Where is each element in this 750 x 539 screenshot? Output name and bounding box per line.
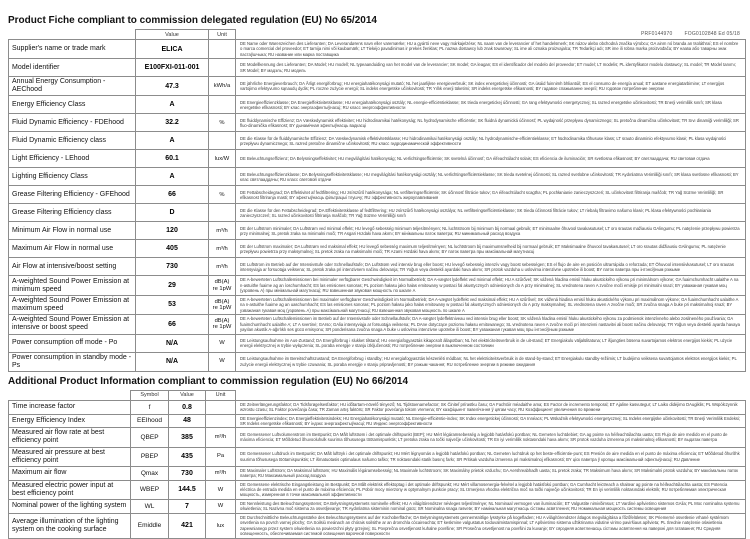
parameter-value-cell: 7	[169, 499, 206, 513]
multilingual-description-cell: DE Beleuchtungseffizienz; DA Belysningseffektivitet; HU megvilágítási hatékonyság; NL verlichtingsefficiëntie; SK svetelná účinnosť; GA éifeachtúlacht solais; ES eficiencia de iluminación; SR svetlosna efikasnost; BY светлааддача; RU световая отдача	[236, 150, 746, 168]
multilingual-description-cell: DE Zeitverlängerungsfaktor; DA Tidsforøgelsesfaktor; HU időtartam-növelő tényező; NL Tijdstoenamefactor; SK Činiteľ prírastku času; GA Fachtóir méadaithe ama; ES Factor de incremento temporal; ET Ajaline kasvutegur; LT Laiko didėjimo DAugiklis; PL Współczynnik wzrostu czasu; SL Faktor povečanja časa; TR Zaman artış faktörü; SR Faktor povećanja tokom vremena; BY каэфіцыент павелічэння ў цягам часу; RU Коэффициент увеличения по времени	[236, 400, 746, 414]
parameter-label-cell: Light Efficiency - LEhood	[9, 150, 136, 168]
parameter-unit-cell: dB(A) re 1pW	[209, 315, 236, 334]
parameter-symbol-cell: QBEP	[131, 428, 169, 447]
multilingual-description-cell: DE Gemessener Luftdruck im Bestpunkt; DA Målt lufttryk i det optimale driftspunkt; HU Mért légnyomás a legjobb hatásfokú pontban; NL Gemeten luchtdruk op het beste-efficiëntie-punt; ES Presión de aire medida en el punto de máxima eficiencia; ET Mõõdetud õhurõhk suurima tõhususega töötamispunktis; LT išmatuotasis optimalaus našumo taško; TR noktasındaki statik basınç farkı; SR Pritisak vazduha izmerena pri maksimalnoj efikasnosti; BY ціск паветра ў кропцы максімальнай эфектыўнасці; RU Давление	[236, 447, 746, 466]
multilingual-description-cell: DE Leistungsaufnahme im Aus-Zustand; DA Energiforbrug i slukket tilstand; HU energiafogyasztás kikapcsolt állapotban; NL het elektriciteitsverbruik in de uit-stand; ET Energiakulu väljalülitatuna; LT išjungties būsena suvartojamos elektros energijos kiekis; PL użycie energii elektrycznej w trybie wyłączenia; SL poraba energije v stanju izključenosti; RU потребление энергии в выключенном состоянии	[236, 334, 746, 352]
parameter-unit-cell	[209, 96, 236, 114]
table-row	[9, 258, 746, 276]
parameter-value-cell: 421	[169, 513, 206, 538]
parameter-label-cell: A-weighted Sound Power Emission at intensive or boost speed	[9, 315, 136, 334]
multilingual-description-cell: DE Leistungsaufnahme im Bereitschaftszustand; DA Energiforbrug i standby; HU energiafogyasztás készenléti módban; NL het elektriciteitsverbruik in de stand-by-stand; ET Energiakulu standby-režiimis; LT budėjimo veiksena suvartojamos elektros energijos kiekis; PL zużycie energii elektrycznej w trybie czuwania; SL poraba energije v stanju pripravljenosti; BY рэжым чакання; RU потребление энергии в режиме ожидания	[236, 352, 746, 371]
parameter-label-cell: Annual Energy Consumption - AEChood	[9, 77, 136, 96]
parameter-value-cell: 120	[136, 222, 209, 240]
parameter-symbol-cell: WL	[131, 499, 169, 513]
parameter-label-cell: Measured air pressure at best efficiency point	[9, 447, 131, 466]
parameter-label-cell: Model identifier	[9, 59, 136, 77]
parameter-value-cell: 730	[136, 258, 209, 276]
parameter-unit-cell: m³/h	[206, 466, 236, 480]
parameter-label-cell: Supplier's name or trade mark	[9, 40, 136, 59]
parameter-unit-cell: W	[209, 352, 236, 371]
product-fiche-table	[8, 29, 746, 372]
parameter-symbol-cell: EEIhood	[131, 414, 169, 428]
parameter-value-cell: 0.8	[169, 400, 206, 414]
table-row	[9, 480, 746, 499]
parameter-unit-cell: m³/h	[209, 258, 236, 276]
table-row	[9, 466, 746, 480]
value-column-header: Value	[169, 390, 206, 400]
parameter-symbol-cell: Qmax	[131, 466, 169, 480]
parameter-unit-cell: lux	[206, 513, 236, 538]
multilingual-description-cell: DE Fettabscheidegrad; DA Effektivitet af fedtfiltrering; HU zsírszűrő hatékonysága; NL vetfilteringsefficiëntie; SK účinnosť filtrácie tukov; GA éifeachtúlacht scagtha; PL pochłanianie zanieczyszczeń; SL učinkovitost filtriranja maščob; TR Yağ Süzme Verimliliği; SR efikasnost filtriranja masti; BY эфектыўнасць фільтрацыі тлушчу; RU эффективность жироулавливания	[236, 186, 746, 204]
parameter-unit-cell: W	[206, 480, 236, 499]
table-row	[9, 132, 746, 150]
parameter-label-cell: Maximum air flow	[9, 466, 131, 480]
fiche-header-row	[9, 30, 746, 40]
parameter-unit-cell: W	[206, 499, 236, 513]
multilingual-description-cell: DE fluiddynamische Effizienz; DA Væskedynamisk effektivitet; HU hidrodinamikai hatékonyság; NL hydrodynamische efficiëntie; SK fluidná dynamická účinnosť; PL wydajność przepływu dynamicznego; SL pretočna dinamična učinkovitost; TR Sıvı dinamiği verimliliği; SR fluo-dinamička efikasnost; BY дынамічная эфектыўнасць вадкасці	[236, 114, 746, 132]
parameter-value-cell: E100FXI-011-001	[136, 59, 209, 77]
parameter-unit-cell	[206, 400, 236, 414]
parameter-unit-cell: m³/h	[206, 428, 236, 447]
multilingual-description-cell: DE Beleuchtungseffizienzklasse; DA Belysningseffektivitetsklasse; HU megvilágítási hatékonysági osztály; NL verlichtingsefficiëntieklasse; SK trieda svetelnej účinnosti; SL razred svetlobne učinkovitosti; TR Aydınlatma Verimliliği sınıfı; SR klasa svetlosne efikasnosti; BY клас святлааддачы; RU класс световой отдачи	[236, 168, 746, 186]
multilingual-description-cell: DE Nennleistung des Beleuchtungssystems; DA Belysningssystemets nominelle effekt; HU A világítórendszer névleges teljesítménye; NL Nominaal vermogen van iluminación; ET Valgustite nimivõimsus; LT Vardinė apšvietimo sistemos GAlia; PL Moc nominalna systemu oświetlenia; SL Nazivna moč sistema za osvetljevanje; TR Aydınlatma sisteminin nominal gücü; SR Nominalna snaga rasvete; BY намінальная магутнасць сістэмы асвятлення; RU Номинальная мощность системы освещения	[236, 499, 746, 513]
table-row	[9, 295, 746, 314]
multilingual-description-cell: DE der Luftstrom maximaler; DA Luftstrøm ved maksimal effekt; HU levegő sebesség maximum teljesítményen; NL luchtstroom bij maximumsnelheid bij normaal gebruik; ET Maksimaalne õhuvool tavakasutusel; LT oro srautas didžiausiu GAlingumu; PL natężenie przepływu powietrza przy maksymalnej; SL pretok zraka na maksimalni moči; TR Azami Hızdaki hava akımı; BY паток паветра пры максімальнай магутнасці	[236, 240, 746, 258]
document-code-right: FOG0102848 Ed 05/18	[684, 31, 740, 37]
multilingual-description-cell: DE Energieeffizienzklasse; DA Energieffektivitetsklasse; HU energiahatékonysági osztály; NL energie-efficiëntieklasse; SK trieda energetickej účinnosti; GA rang efektywności energetycznej; SL razred energetske učinkovitosti; TR Enerji verimlilik sınıfı; SR klasa energetske efikasnosti; BY клас энергаэфектыўнасці; RU класс энергоэффективности	[236, 96, 746, 114]
parameter-value-cell: A	[136, 168, 209, 186]
parameter-value-cell: 405	[136, 240, 209, 258]
parameter-value-cell: A	[136, 132, 209, 150]
parameter-symbol-cell: WBEP	[131, 480, 169, 499]
parameter-label-cell: Measured electric power input at best efficiency point	[9, 480, 131, 499]
additional-info-title: Additional Product Information compliant to commission regulation (EU) No 66/2014	[8, 375, 409, 387]
table-row	[9, 513, 746, 538]
parameter-value-cell: N/A	[136, 352, 209, 371]
document-codes	[641, 31, 740, 37]
parameter-label-cell: Grease Filtering Efficiency class	[9, 204, 136, 222]
parameter-value-cell: 435	[169, 447, 206, 466]
multilingual-description-cell: DE Gemessene elektrische Eingangsleistung im Bestpunkt; DA Målt elektrisk effektoptag i det optimale driftspunkt; HU Mért villamosenergia-felvétel a legjobb hatásfokú pontban; GA Cumhacht leictreach a shaitear ag pointe na héifeachtúlachta uasta; ES Potencia eléctrica de entrada medida en el punto de máxima eficiencia; PL Pobór mocy mierzony w optymalnym punkcie pracy; SL Izmerjena vhodna električna moč na točki največje učinkovitosti; TR En iyi verimlilik noktasındaki elektrik; RU потребляемая электрическая мощность, измеренная в точке максимальной эффективности	[236, 480, 746, 499]
parameter-label-cell: Fluid Dynamic Efficiency class	[9, 132, 136, 150]
table-row	[9, 240, 746, 258]
parameter-value-cell: 32.2	[136, 114, 209, 132]
parameter-label-cell: Air Flow at intensive/boost setting	[9, 258, 136, 276]
parameter-unit-cell: lux/W	[209, 150, 236, 168]
multilingual-description-cell: DE Energieeffizienzindex; DA Energieffektivitetsindeks; HU Energiahatékonysági mutató; NL Energie-efficiëntie-index; SK Index energetickej účinnosti; GA Innéacs; PL Wskaźnik efektywności energetycznej; SL Indeks energijske učinkovitosti; TR Enerji Verimlilik Endeksi; SR Indeks energetske efikasnosti; BY індэкс энергаэфектыўнасці; RU Индекс энергоэффективности	[236, 414, 746, 428]
symbol-column-header: Symbol	[131, 390, 169, 400]
parameter-label-cell: A-weighted Sound Power Emission at minimum speed	[9, 276, 136, 295]
table-row	[9, 222, 746, 240]
table-row	[9, 400, 746, 414]
multilingual-description-cell: DE Modellkennung des Lieferanten; DA Model; HU modell; NL typeaanduiding van het model van de leverancier; SK model; GA leagan; ES el identificador del modelo del proveedor; ET mudel; LT modelis; PL identyfikator modelu dostawcy; SL model; TR Model tanımı; SR Model; BY мадэль; RU модель	[236, 59, 746, 77]
additional-header-row	[9, 390, 746, 400]
table-row	[9, 315, 746, 334]
parameter-value-cell: 730	[169, 466, 206, 480]
parameter-value-cell: 48	[169, 414, 206, 428]
table-row	[9, 428, 746, 447]
table-row	[9, 114, 746, 132]
multilingual-description-cell: DE Gemessener Luftvolumenstrom im Bestpunkt; DA Målt luftstrøm i det optimale driftspunkt (BEP); HU Mért légáramsebesség a legjobb hatásfokú pontban; NL Gemeten luchtdebiet; GA ag pointe na héifeachtúlachta uasta; ES Flujo de aire medido en el punto de máxima eficiencia; ET Mõõdetud õhuvooluhulk suurima tõhususega töötamispunktis; LT pretoka zraka na točki največje učinkovitosti; TR En iyi verimlilik noktasındaki hava akımı; SR protok vazduha izmerena pri maksimalnoj efikasnosti; BY выдатак паветра	[236, 428, 746, 447]
parameter-unit-cell: m³/h	[209, 222, 236, 240]
parameter-value-cell: 66	[136, 315, 209, 334]
parameter-unit-cell	[209, 204, 236, 222]
table-row	[9, 150, 746, 168]
unit-column-header: Unit	[206, 390, 236, 400]
value-column-header: Value	[136, 30, 209, 40]
multilingual-description-cell: DE Name oder Warenzeichen des Lieferanten; DA Leverandørens navn eller varemærke; HU a gyártó neve vagy márkajelzése; NL naam van de leverancier of het handelsmerk; SK názov alebo obchodná značka výrobcu; GA ainm nó branda an tsoláthraí; ES el nombre o marca comercial del proveedor; ET tarnija nimi või kaubamärk; LT Tiekėjo pavadinimas ir prekės ženklas; PL nazwa dostawcy lub znak towarowy; SL ime ali oznaka proizvajalca; TR Tedarikçi adı; SR ime ili robna marka proizvođača; BY назва або таварны знак пастаўшчыка; RU название или марка поставщика	[236, 40, 746, 59]
header-spacer	[9, 30, 136, 40]
parameter-value-cell: 60.1	[136, 150, 209, 168]
parameter-label-cell: Energy Efficiency Class	[9, 96, 136, 114]
parameter-unit-cell	[209, 59, 236, 77]
parameter-label-cell: Power consumption in standby mode - Ps	[9, 352, 136, 371]
parameter-unit-cell	[209, 132, 236, 150]
table-row	[9, 276, 746, 295]
table-row	[9, 168, 746, 186]
multilingual-description-cell: DE Maximaler Luftstrom; DA Maksimal luftstrøm; HU Maximális légáramsebesség; NL Maximale luchtstroom; SK Maximálny prietok vzduchu; GA Aershreabhadh uasta; SL pretok zraka; TR Maksimum hava akımı; SR Maksimalni protok vazduha; BY максімальны паток паветра; RU Максимальный расход воздуха	[236, 466, 746, 480]
parameter-value-cell: 385	[169, 428, 206, 447]
parameter-unit-cell: %	[209, 114, 236, 132]
parameter-label-cell: Lighting Efficiency Class	[9, 168, 136, 186]
document-code-left: PRF0144970	[641, 31, 673, 37]
parameter-label-cell: Power consumption off mode - Po	[9, 334, 136, 352]
parameter-unit-cell	[209, 40, 236, 59]
parameter-value-cell: 66	[136, 186, 209, 204]
parameter-value-cell: N/A	[136, 334, 209, 352]
additional-info-table	[8, 390, 746, 539]
parameter-label-cell: Minimum Air Flow in normal use	[9, 222, 136, 240]
parameter-label-cell: Measured air flow rate at best efficiency point	[9, 428, 131, 447]
parameter-label-cell: Energy Efficiency Index	[9, 414, 131, 428]
table-row	[9, 186, 746, 204]
parameter-label-cell: Maximum Air Flow in normal use	[9, 240, 136, 258]
table-row	[9, 499, 746, 513]
parameter-symbol-cell: Emiddle	[131, 513, 169, 538]
table-row	[9, 40, 746, 59]
parameter-label-cell: Average illumination of the lighting system on the cooking surface	[9, 513, 131, 538]
multilingual-description-cell: DE Luftstrom im Betrieb auf der Intensivstufe oder Schnellaufstufe; DA Luftstrøm ved intensiv brug eller boost; HU levegő sebesség intenzív vagy boost sebességen; ES el flujo de aire en posición ultrarrápida o reforzada; ET Õhuvool intensiivkasutusel; LT oro srautas intensyviąja ar forsuotąja veiksena; SL pretok zraka pri intenzivnem načinu delovanja; TR Yoğun veya destekli ayardaki hava akımı; SR protok vazduha u uslovima intenzivne upotrebe ili boost; BY паток паветра пры інтэнсіўным рэжыме	[236, 258, 746, 276]
parameter-value-cell: 144.5	[169, 480, 206, 499]
multilingual-description-cell: DE A-bewerteten Luftschallemissionen bei minimaler verfügbarer Geschwindigkeit im Normalbetrieb; DA A-vægtet lydeffekt ved minimal effekt; HU A szűrővel; SK vážená hladina emisií hluku akustického výkonu pri minimálnom výkone; GA fuaimchumhacht ualaithe A na n-astuithe fuaime ag an íoschumhacht; ES las emisiones sonoras; PL poziom hałasu jako hałas emitowany w postaci fal akustycznych odniesionych do A przy minimalnej; SL vrednotena raven A zvočne moči emisije pri minimalni snazi; BY узважаная гукавая моц (узровень A) пры мінімальнай магутнасці; RU взвешенная звуковая мощность по шкале A	[236, 276, 746, 295]
parameter-unit-cell: W	[209, 334, 236, 352]
parameter-unit-cell: kWh/a	[209, 77, 236, 96]
multilingual-description-cell: DE die Klasse für den Fettabscheidegrad; DA Effektivitetsklasse af fedtfiltrering; HU zsírszűrő hatékonysági osztálya; NL vetfilteringsefficiëntieklasse; SK trieda účinnosti filtrácie tukov; LT riebalų filtravimo našumo klasė; PL klasa efektywności pochłaniania zanieczyszczeń; SL razred učinkovitosti filtriranja maščob; TR Yağ Süzme Verimliliği sınıfı	[236, 204, 746, 222]
table-row	[9, 96, 746, 114]
parameter-symbol-cell: PBEP	[131, 447, 169, 466]
parameter-value-cell: D	[136, 204, 209, 222]
parameter-label-cell: Fluid Dynamic Efficiency - FDEhood	[9, 114, 136, 132]
parameter-symbol-cell: f	[131, 400, 169, 414]
parameter-label-cell: Nominal power of the lighting system	[9, 499, 131, 513]
parameter-unit-cell	[209, 168, 236, 186]
table-row	[9, 334, 746, 352]
table-row	[9, 59, 746, 77]
unit-column-header: Unit	[209, 30, 236, 40]
table-row	[9, 414, 746, 428]
table-row	[9, 204, 746, 222]
parameter-unit-cell	[206, 414, 236, 428]
header-spacer	[9, 390, 131, 400]
table-row	[9, 447, 746, 466]
multilingual-description-cell: DE A-bewerteten Luftschallemissionen im Betrieb auf der Intensivstufe oder Schnellaufstufe; DA A-vægtet lydeffektniveau ved intensiv brug eller boost; SK vážená hladina emisií hluku akustického výkonu za podmienok intenzívneho alebo zosilneného používania; GA fuaimchumhacht ualaithe A; LT A svertinė; GArso; GAlia intensyviąja ar forsuotąja veiksena; PL DAne dotyczące poziomu hałasu emitowanego; SL vrednotena raven A zvočne moči pri intenzivni nastavitvi ali boost načinu delovanja; TR Yoğun veya destekli ayarda havaya yayılan akustik A-ağırlıklı ses gücü emisyonu; SR ponderisana zvučna snaga A buke u uslovima intenzivne upotrebe ili boost; BY узважаная гукавая моц пры інтэнсіўным рэжыме	[236, 315, 746, 334]
parameter-unit-cell: dB(A) re 1pW	[209, 276, 236, 295]
header-spacer	[236, 390, 746, 400]
parameter-unit-cell: dB(A) re 1pW	[209, 295, 236, 314]
parameter-label-cell: A-weighted Sound Power Emission at maximum speed	[9, 295, 136, 314]
table-row	[9, 352, 746, 371]
parameter-value-cell: 53	[136, 295, 209, 314]
table-row	[9, 77, 746, 96]
parameter-label-cell: Grease Filtering Efficiency - GFEhood	[9, 186, 136, 204]
parameter-value-cell: A	[136, 96, 209, 114]
parameter-unit-cell: %	[209, 186, 236, 204]
parameter-unit-cell: Pa	[206, 447, 236, 466]
multilingual-description-cell: DE die Klasse für de fluiddynamische Effizienz; DA Væskedynamisk effektivitetsklasse; HU hidrodinamikai hatékonysági osztály; NL hydrodynamische-efficiëntieklasse; ET hüdrodinamika tõhususe klass; LT srauto dinaminio efektyvumo klasė; PL klasa wydajności przepływu dynamicznego; SL razred pretočne dinamične učinkovitosti; RU класс гидродинамической эффективности	[236, 132, 746, 150]
fiche-title: Product Fiche compliant to commission delegated regulation (EU) No 65/2014	[8, 15, 377, 26]
parameter-unit-cell: m³/h	[209, 240, 236, 258]
parameter-label-cell: Time increase factor	[9, 400, 131, 414]
parameter-value-cell: ELICA	[136, 40, 209, 59]
multilingual-description-cell: DE jährliche Energieverbrauch; DA Årligt energiforbrug; HU energiahatékonysági mutató; NL het jaarlijkse energieverbruik; SK index energetickej účinnosti; GA úsáid fuinnimh bhliantúil; ES el consumo de energía anual; ET aastane energiatarbimine; LT energijos vartojimo efektyvumo sąnaudų dydis; PL roczne zużycie energii; SL indeks energetske učinkovitosti; TR Yıllık enerji tüketimi; SR indeks energetske efikasnosti; BY гадавое спажыванне энергіі; RU годовое потребление энергии	[236, 77, 746, 96]
parameter-value-cell: 47.3	[136, 77, 209, 96]
multilingual-description-cell: DE A-bewerteten Luftschallemissionen bei maximaler verfügbarer Geschwindigkeit im Normalbetrieb; DA A-vægtet lydeffekt ved maksimal effekt; HU A szűrővel; SK vážená hladina emisií hluku akustického výkonu pri maximálnom výkone; GA fuaimchumhacht ualaithe A na n-astuithe fuaime ag an uaschumhacht; ES las emisiones sonoras; PL poziom hałasu jako hałas emitowany w postaci fal akustycznych odniesionych do A przy maksymalnej; SL vrednotena raven A zvočne moči; SR zvučna snaga A buke pri maksimalnoj snazi; BY узважаная гукавая моц (узровень A) пры максімальнай магутнасці; RU взвешенная звуковая мощность по шкале A	[236, 295, 746, 314]
parameter-value-cell: 29	[136, 276, 209, 295]
multilingual-description-cell: DE Durchschnittliche Beleuchtungsstärke des Beleuchtungssystems auf der Kochoberfläche; DA Belysningssystemets gennemsnitlige lysstyrke på kogefladen; HU A világítórendszer átlagos megvilágítása a főzőfelületen; SK Priemerné osvetlenie vrhané systémom osvetlenia na povrch varnej plochy; GA Soilsiú meánach an chórais soilsithe ar an dromchla cócaireachta; ET keskmine valgustatus toiduvalmistamispinnal; LT Apšvietimo sistema užtikrinama vidutinė virimo paviršiaus apšvieta; PL Średnie natężenie oświetlenia zapewnianego przez system oświetlenia na powierzchni płyty grzejnej; SL Povprečna osvetljenost kuhalne površine; SR Prosečna osvetljenost na površini za kuvanje; BY сярэдняя асветленасць сістэмы асвятлення на паверхні для гатавання; RU Средняя освещенность, обеспечиваемая системой освещения варочной поверхности	[236, 513, 746, 538]
multilingual-description-cell: DE der Luftstrom minimaler; DA Luftstrøm ved minimal effekt; HU levegő sebesség minimum teljesítményen; NL luchtstroom bij minimum bij normaal gebruik; ET minimaalne õhuvool tavakasutusel; LT oro srautas mažiausiu GAlingumu; PL natężenie przepływu powietrza przy minimalnej; SL pretok zraka na minimalni moči; TR Asgari Hızdaki hava akımı; BY мінімальны паток паветра; RU минимальный расход воздуха	[236, 222, 746, 240]
